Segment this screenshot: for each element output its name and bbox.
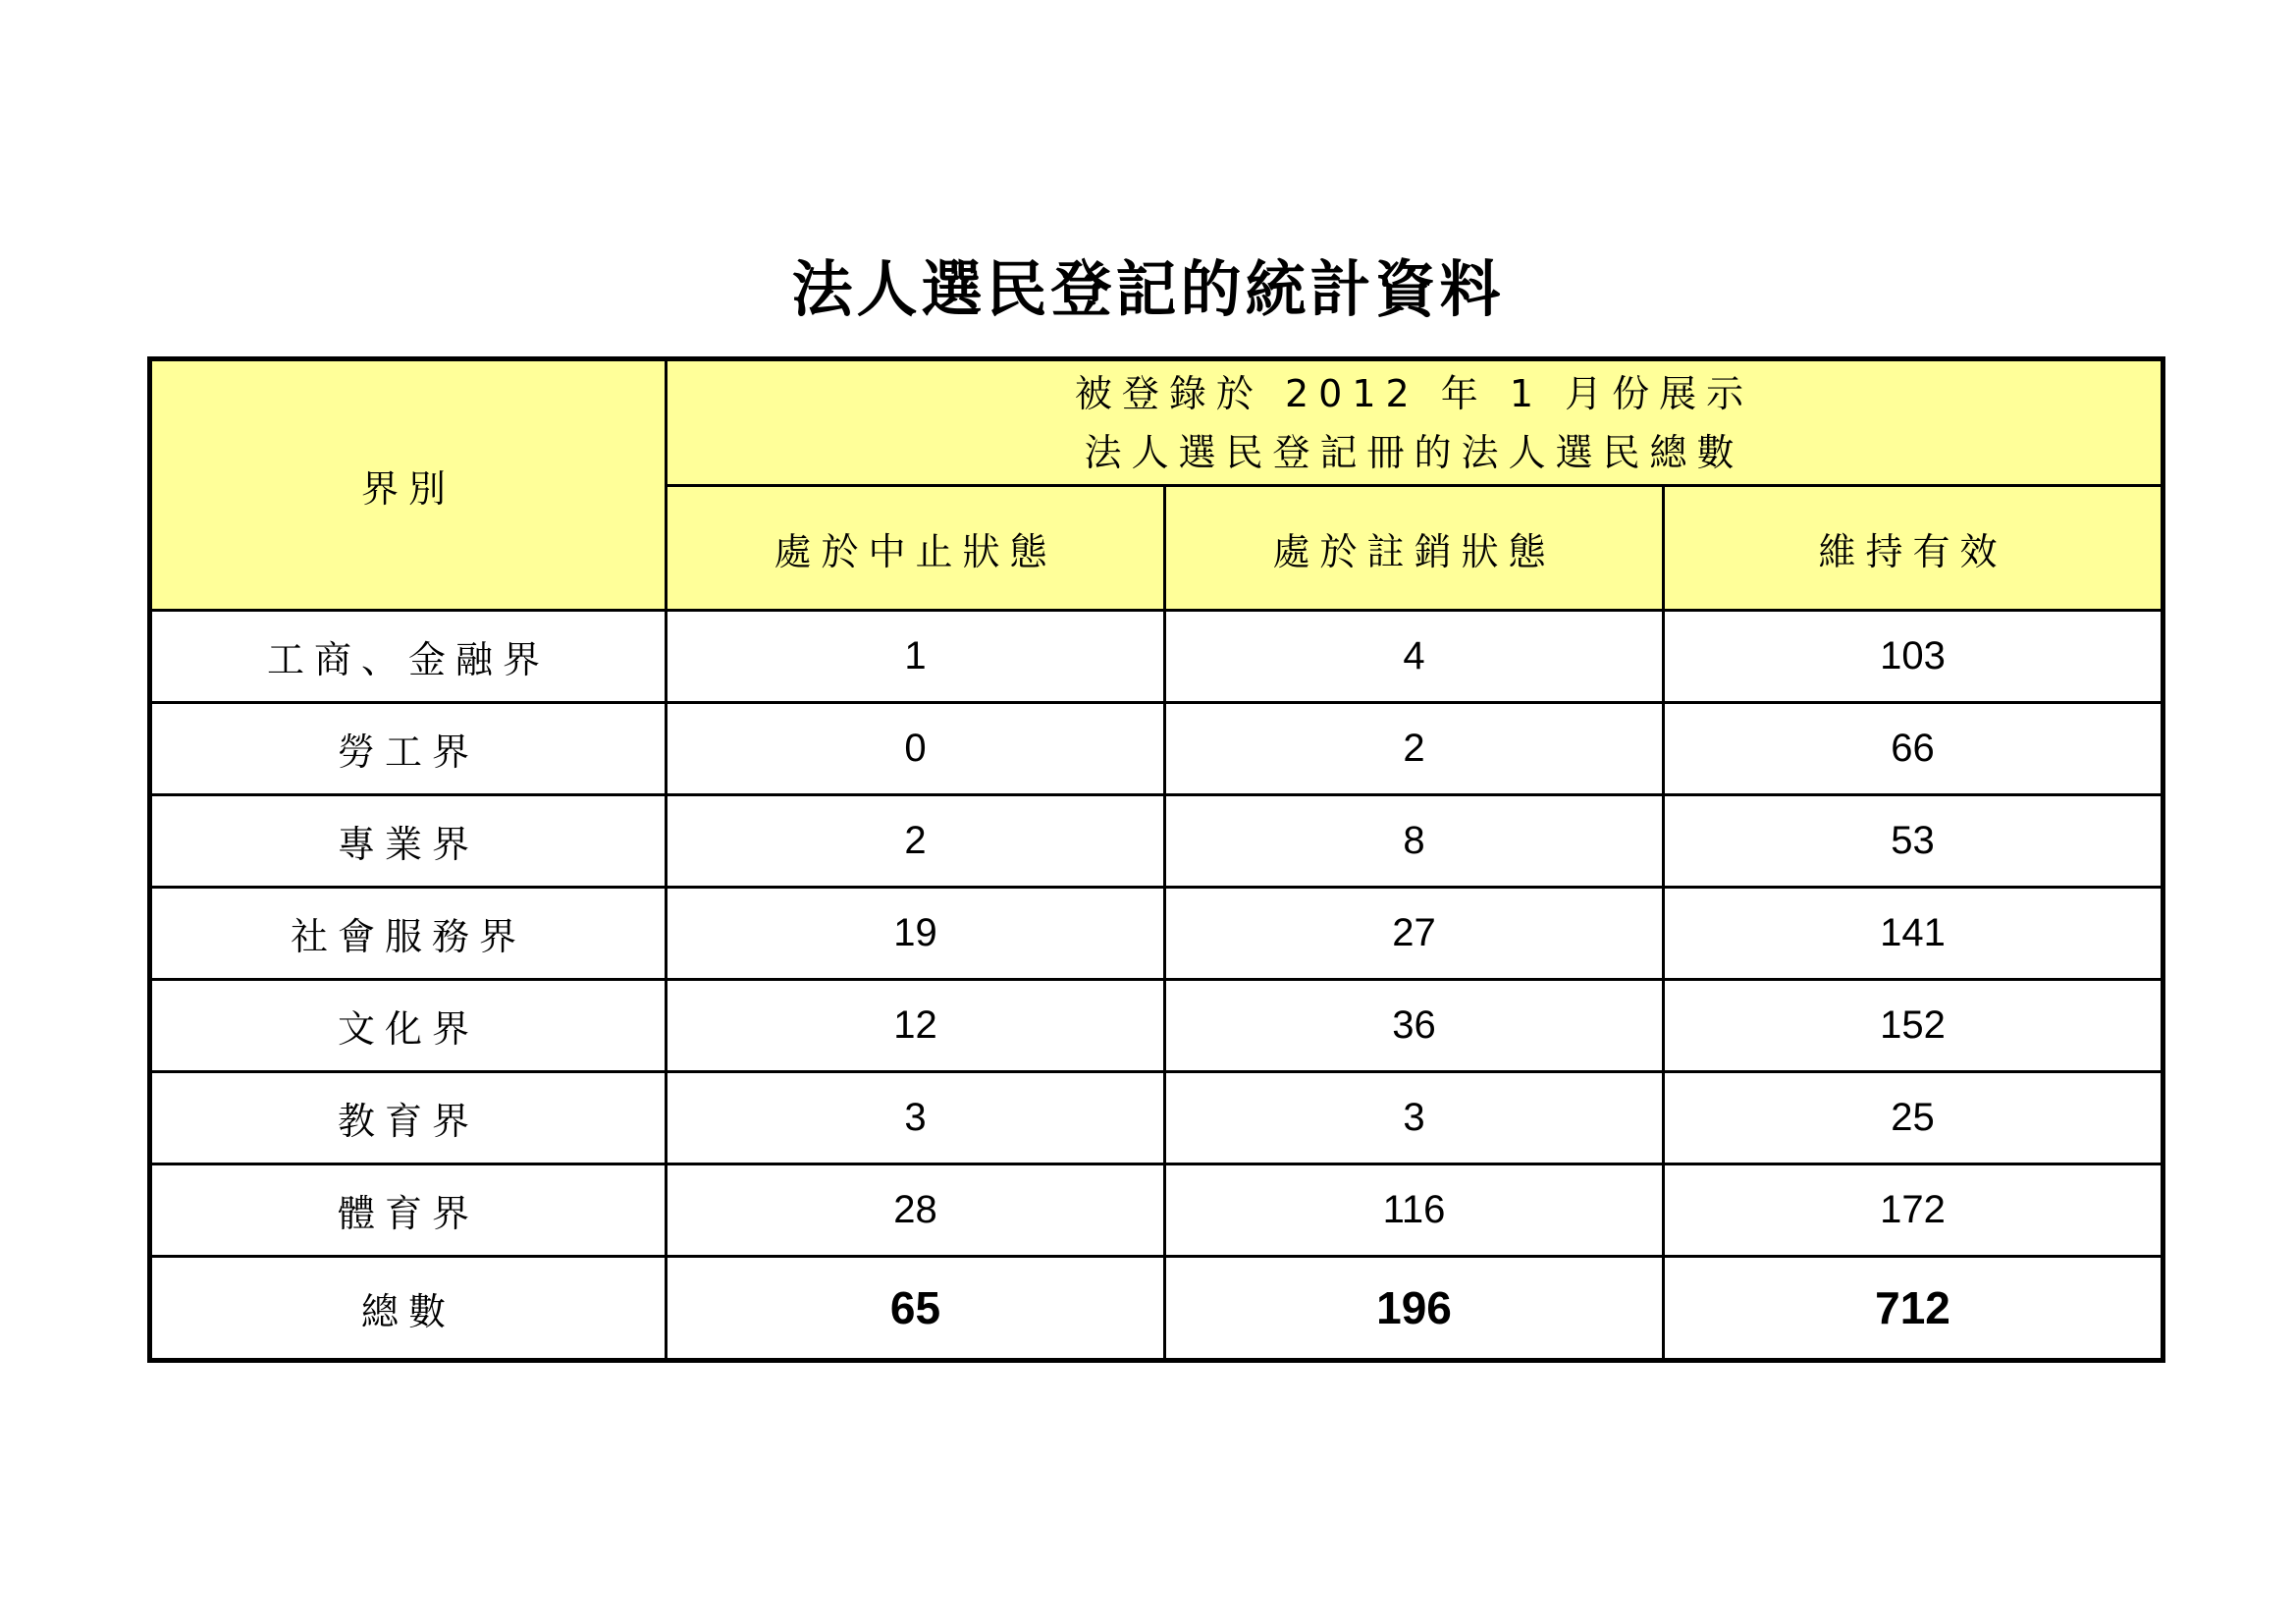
column-header-valid: 維持有效 (1664, 486, 2163, 611)
table-row (150, 888, 2163, 980)
table-row (150, 980, 2163, 1072)
table-row (150, 795, 2163, 888)
cell-cancelled: 3 (1165, 1072, 1664, 1164)
table-row (150, 703, 2163, 795)
cell-cancelled: 116 (1165, 1164, 1664, 1257)
cell-suspended: 3 (667, 1072, 1165, 1164)
group-header-line-1: 被登錄於 2012 年 1 月份展示 (1074, 371, 1754, 415)
row-label: 專業界 (150, 795, 667, 888)
cell-valid: 141 (1664, 888, 2163, 980)
cell-suspended: 0 (667, 703, 1165, 795)
cell-valid: 172 (1664, 1164, 2163, 1257)
cell-cancelled: 36 (1165, 980, 1664, 1072)
total-row (150, 1257, 2163, 1361)
total-cancelled: 196 (1165, 1257, 1664, 1361)
cell-cancelled: 4 (1165, 611, 1664, 703)
cell-cancelled: 27 (1165, 888, 1664, 980)
row-label: 體育界 (150, 1164, 667, 1257)
column-header-cancelled: 處於註銷狀態 (1165, 486, 1664, 611)
header-row-top (150, 359, 2163, 486)
row-label: 社會服務界 (150, 888, 667, 980)
total-valid: 712 (1664, 1257, 2163, 1361)
cell-cancelled: 2 (1165, 703, 1664, 795)
group-header (667, 359, 2163, 486)
cell-valid: 53 (1664, 795, 2163, 888)
column-header-suspended: 處於中止狀態 (667, 486, 1165, 611)
table-row (150, 1072, 2163, 1164)
cell-suspended: 1 (667, 611, 1165, 703)
cell-valid: 25 (1664, 1072, 2163, 1164)
row-label: 教育界 (150, 1072, 667, 1164)
table-row (150, 611, 2163, 703)
row-label: 工商、金融界 (150, 611, 667, 703)
statistics-table (147, 356, 2165, 1363)
row-label: 文化界 (150, 980, 667, 1072)
cell-suspended: 2 (667, 795, 1165, 888)
cell-suspended: 19 (667, 888, 1165, 980)
group-header-line-2: 法人選民登記冊的法人選民總數 (1084, 430, 1744, 474)
category-header: 界別 (150, 359, 667, 611)
total-suspended: 65 (667, 1257, 1165, 1361)
cell-valid: 152 (1664, 980, 2163, 1072)
cell-suspended: 12 (667, 980, 1165, 1072)
cell-cancelled: 8 (1165, 795, 1664, 888)
cell-valid: 66 (1664, 703, 2163, 795)
total-label: 總數 (150, 1257, 667, 1361)
row-label: 勞工界 (150, 703, 667, 795)
page-title: 法人選民登記的統計資料 (791, 253, 1505, 325)
cell-suspended: 28 (667, 1164, 1165, 1257)
cell-valid: 103 (1664, 611, 2163, 703)
table-row (150, 1164, 2163, 1257)
